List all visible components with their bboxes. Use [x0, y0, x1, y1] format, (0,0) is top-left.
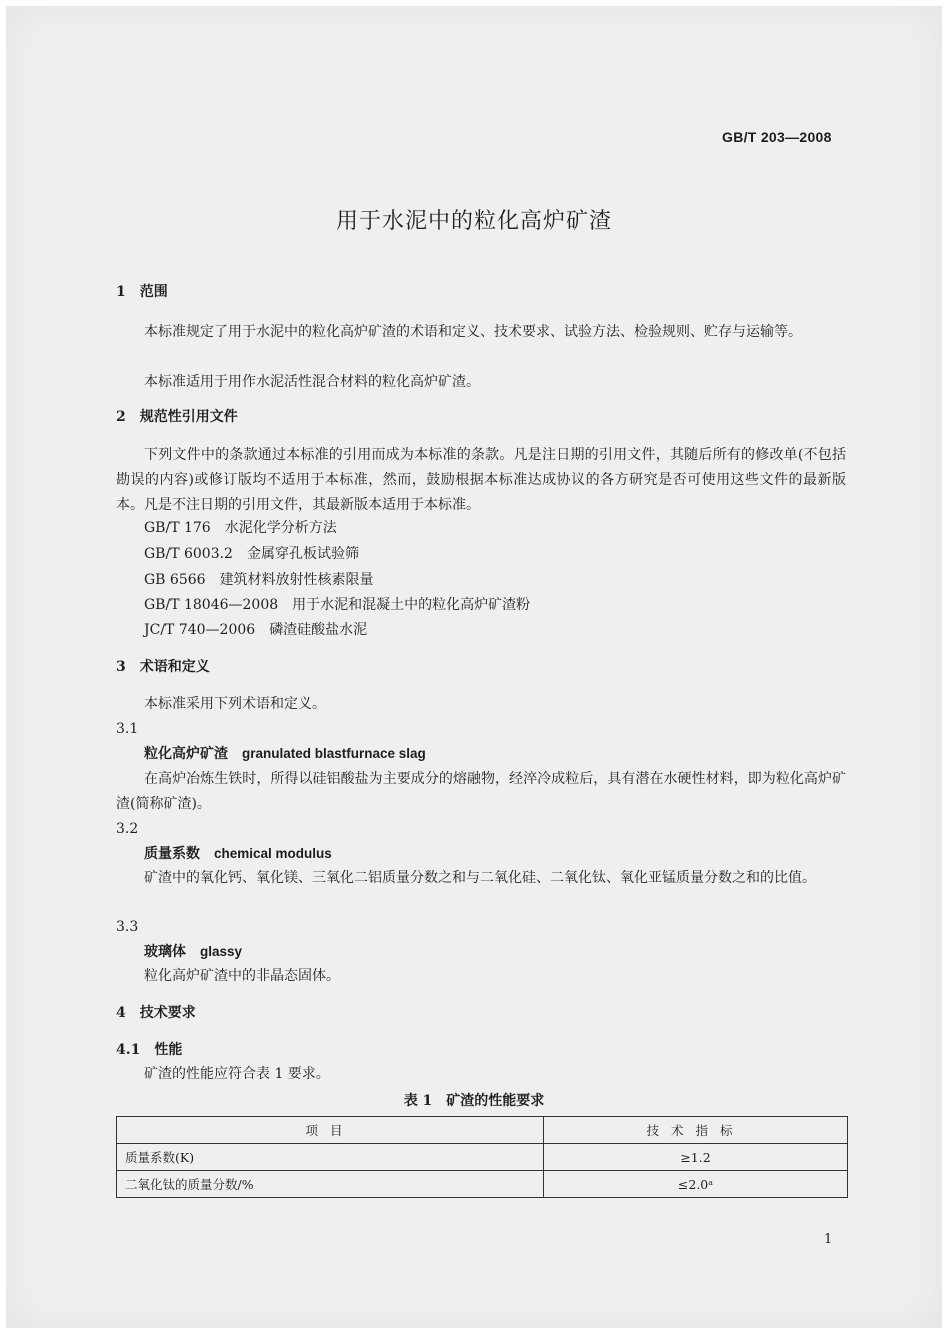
term-definition: 粒化高炉矿渣中的非晶态固体。 [144, 968, 340, 984]
section-1-paragraph-1: 本标准规定了用于水泥中的粒化高炉矿渣的术语和定义、技术要求、试验方法、检验规则、贮存与运输等。 [144, 324, 802, 340]
term-definition: 矿渣中的氧化钙、氧化镁、三氧化二铝质量分数之和与二氧化硅、二氧化钛、氧化亚锰质量分数之和的比值。 [144, 870, 816, 886]
term-number: 3.3 [116, 919, 139, 935]
document-page [6, 6, 942, 1328]
section-1-heading: 1 范围 [116, 284, 168, 300]
reference-code: GB 6566 [144, 572, 206, 588]
reference-name: 建筑材料放射性核素限量 [219, 572, 374, 588]
requirements-table [116, 1116, 848, 1198]
reference-item [144, 618, 367, 642]
term-title [144, 842, 332, 866]
term-chinese: 玻璃体 [144, 944, 186, 960]
reference-item [144, 542, 359, 566]
term-english: glassy [200, 944, 243, 959]
section-3-heading: 3 术语和定义 [116, 659, 210, 675]
section-4-1-heading: 4.1 性能 [116, 1042, 183, 1058]
table-header-item: 项目 [117, 1117, 544, 1144]
reference-name: 磷渣硅酸盐水泥 [269, 622, 368, 638]
term-number: 3.1 [116, 721, 139, 737]
table-header-row [117, 1117, 848, 1144]
term-title [144, 940, 242, 964]
section-2-paragraph: 下列文件中的条款通过本标准的引用而成为本标准的条款。凡是注日期的引用文件，其随后所有的修改单(不包括勘误的内容)或修订版均不适用于本标准，然而，鼓励根据本标准达成协议的各方研究是否可使用这些文件的最新版本。凡是不注日期的引用文件，其最新版本适用于本标准。 [116, 447, 846, 513]
reference-name: 用于水泥和混凝土中的粒化高炉矿渣粉 [292, 597, 531, 613]
table-row [117, 1171, 848, 1198]
section-1-paragraph-2: 本标准适用于用作水泥活性混合材料的粒化高炉矿渣。 [144, 374, 480, 390]
reference-item [144, 593, 530, 617]
page-number: 1 [824, 1232, 833, 1247]
section-4-1-text: 矿渣的性能应符合表 1 要求。 [144, 1066, 330, 1082]
standard-code: GB/T 203—2008 [722, 129, 832, 145]
table-header-value: 技术指标 [544, 1117, 848, 1144]
reference-name: 金属穿孔板试验筛 [246, 546, 359, 562]
reference-code: GB/T 6003.2 [144, 546, 233, 562]
reference-code: JC/T 740—2006 [144, 622, 256, 638]
term-definition: 在高炉冶炼生铁时，所得以硅铝酸盐为主要成分的熔融物，经淬冷成粒后，具有潜在水硬性材料，即为粒化高炉矿渣(简称矿渣)。 [116, 771, 846, 812]
section-3-intro: 本标准采用下列术语和定义。 [144, 696, 326, 712]
term-number: 3.2 [116, 821, 139, 837]
reference-item [144, 568, 374, 592]
table-caption: 表 1 矿渣的性能要求 [403, 1093, 545, 1109]
term-chinese: 质量系数 [144, 846, 200, 862]
term-english: chemical modulus [214, 846, 332, 861]
term-title [144, 742, 426, 766]
table-cell-value: ≥1.2 [544, 1144, 848, 1171]
table-cell-value: ≤2.0ᵃ [544, 1171, 848, 1198]
table-cell-item: 二氧化钛的质量分数/% [117, 1171, 544, 1198]
reference-item [144, 516, 337, 540]
term-english: granulated blastfurnace slag [242, 746, 426, 761]
section-2-heading: 2 规范性引用文件 [116, 409, 238, 425]
table-row [117, 1144, 848, 1171]
reference-name: 水泥化学分析方法 [224, 520, 337, 536]
section-4-heading: 4 技术要求 [116, 1005, 196, 1021]
table-cell-item: 质量系数(K) [117, 1144, 544, 1171]
document-title: 用于水泥中的粒化高炉矿渣 [335, 209, 612, 234]
reference-code: GB/T 18046—2008 [144, 597, 279, 613]
reference-code: GB/T 176 [144, 520, 211, 536]
term-chinese: 粒化高炉矿渣 [144, 746, 228, 762]
